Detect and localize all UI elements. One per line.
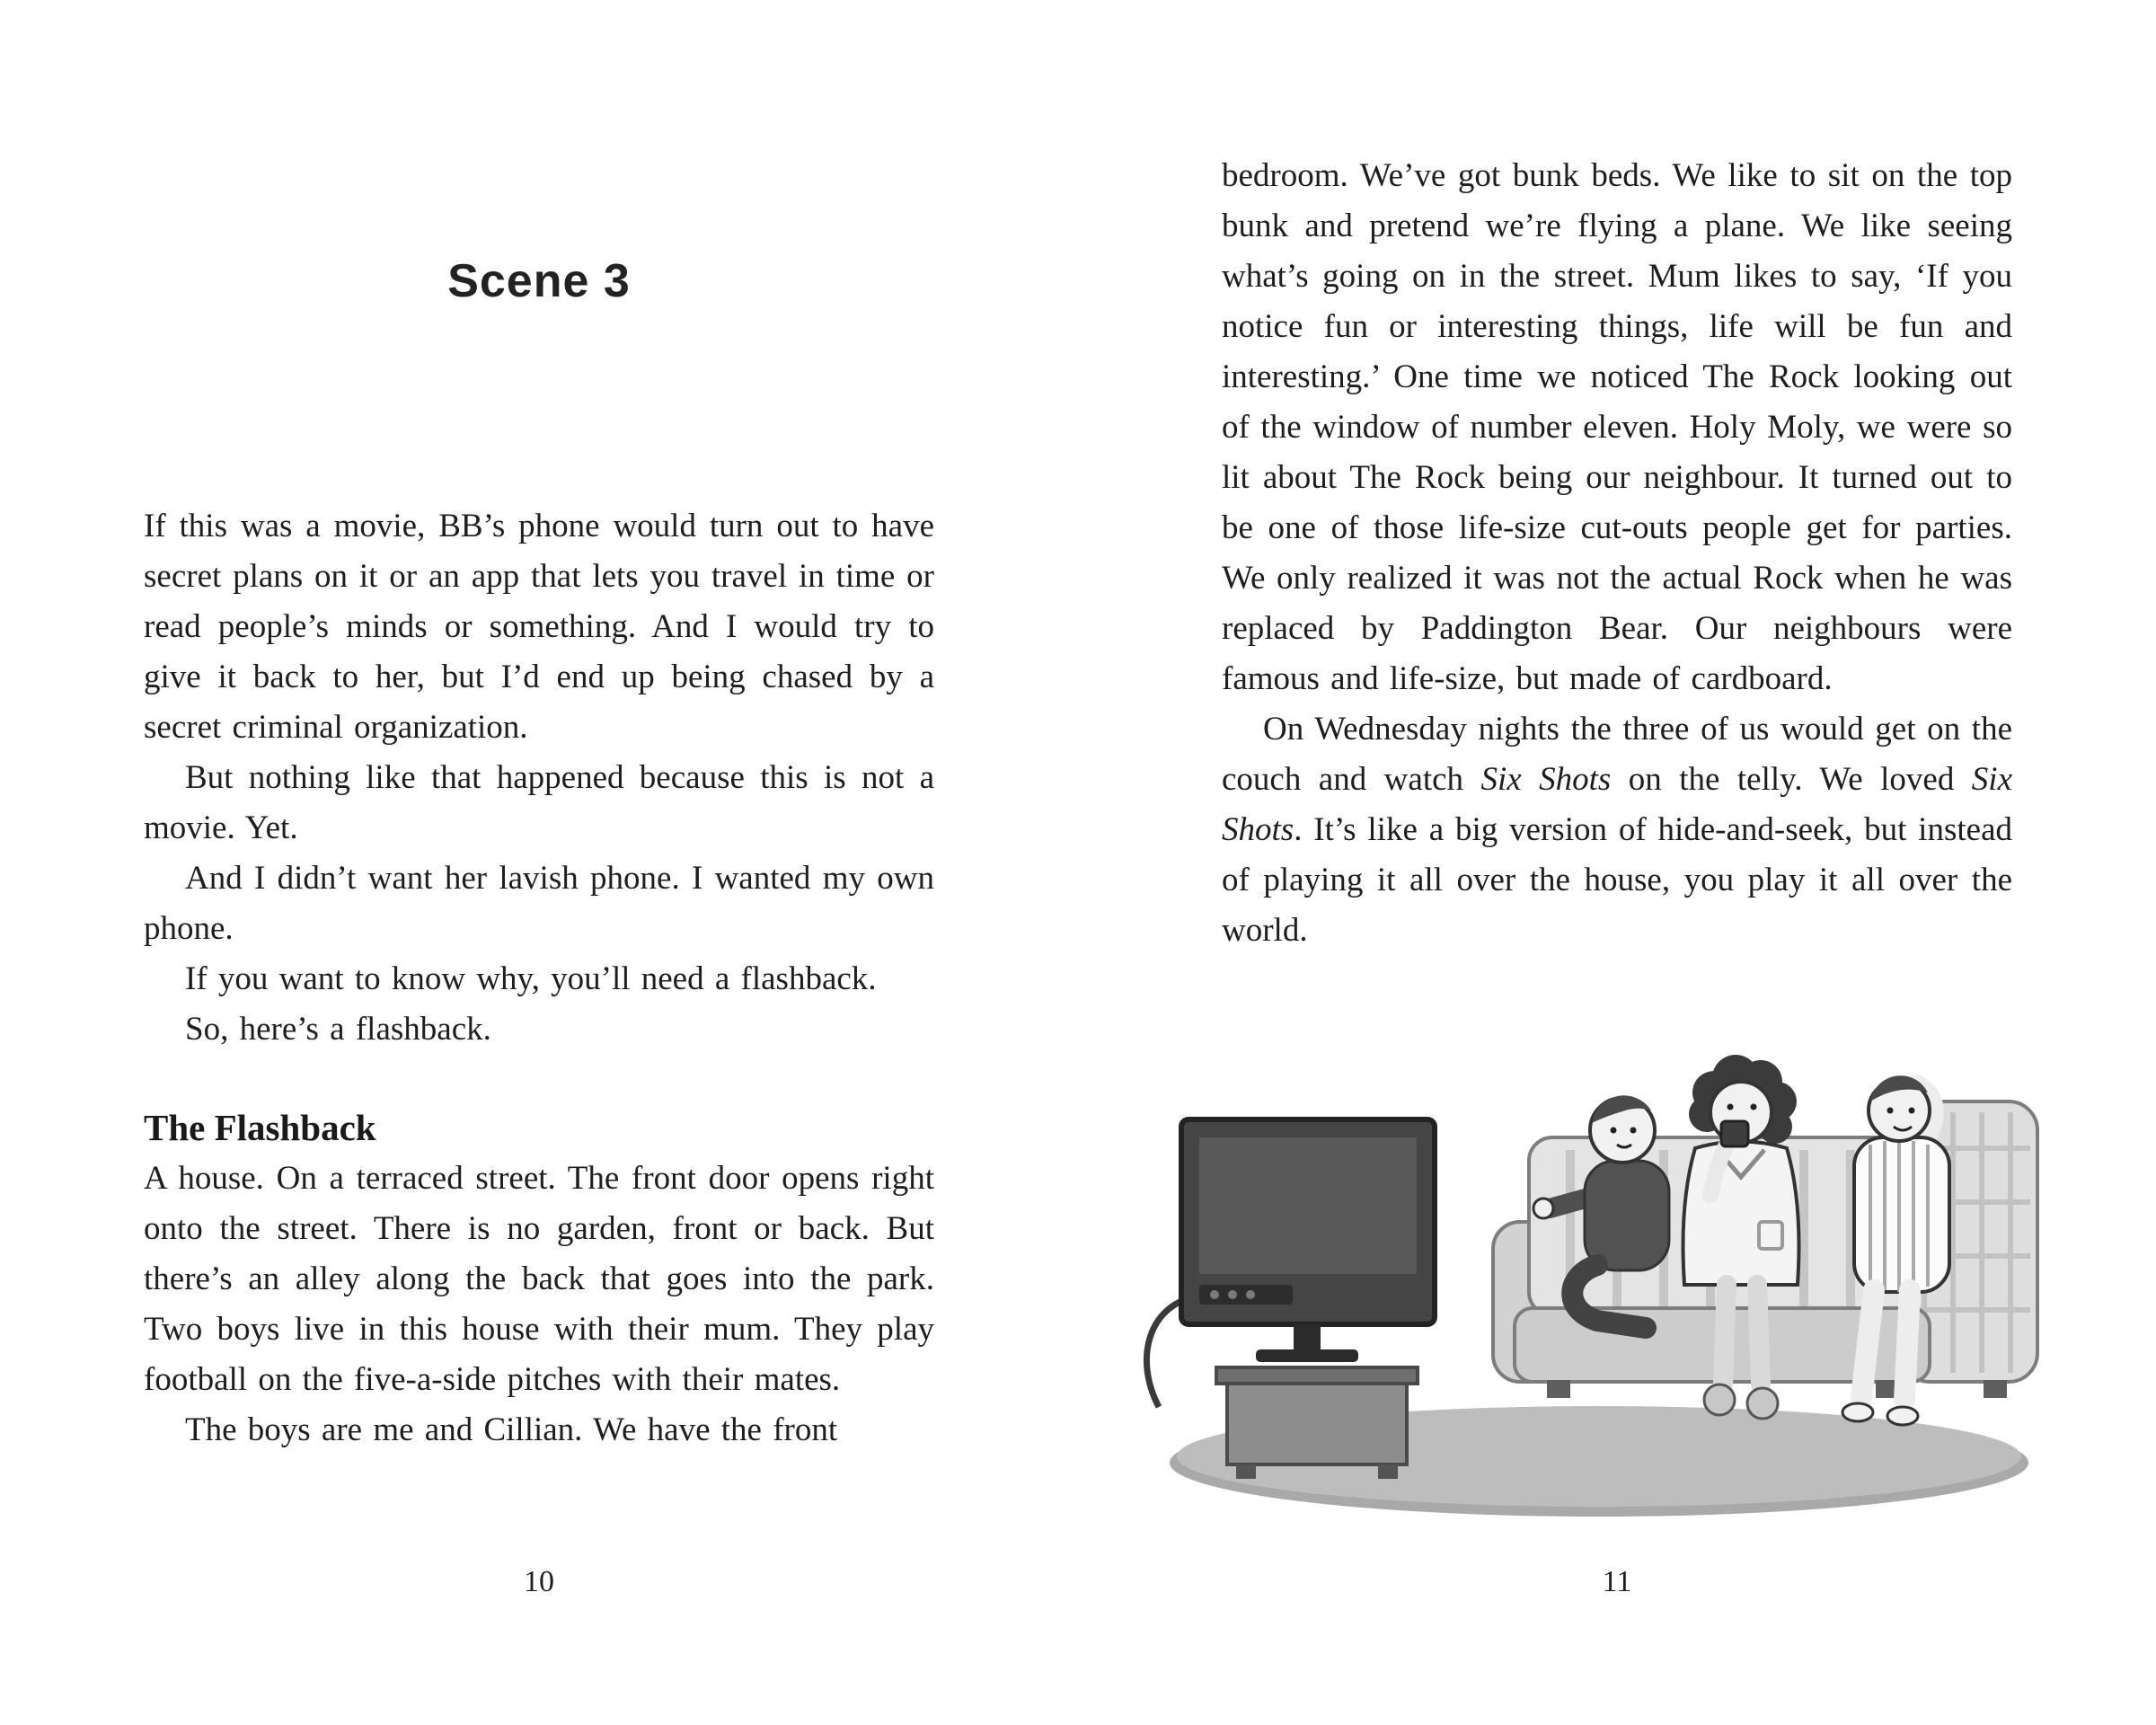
paragraph: A house. On a terraced street. The front door opens right onto the street. There is no garden, front or back. But there’s an alley along the back that goes into the park. Two boys live in this house with their mum. They play football on the five-a-side pitches with their mates.	[144, 1160, 934, 1398]
paragraph: bedroom. We’ve got bunk beds. We like to sit on the top bunk and pretend we’re flying a plane. We like seeing what’s going on in the street. Mum likes to say, ‘If you notice fun or interesting things, life will be fun and interesting.’ One time we noticed The Rock looking out of the window of number eleven. Holy Moly, we were so lit about The Rock being our neighbour. It turned out to be one of those life-size cut-outs people get for parties. We only realized it was not the actual Rock when he was replaced by Paddington Bear. Our neighbours were famous and life-size, but made of cardboard.	[1222, 157, 2012, 697]
tv	[1181, 1119, 1435, 1362]
paragraph: And I didn’t want her lavish phone. I wanted my own phone.	[144, 860, 934, 947]
living-room-illustration	[1141, 995, 2057, 1535]
tv-table	[1216, 1367, 1418, 1479]
page-number: 10	[524, 1565, 554, 1598]
chapter-heading: Scene 3	[447, 255, 631, 307]
paragraph: But nothing like that happened because this is not a movie. Yet.	[144, 759, 934, 846]
paragraph: On Wednesday nights the three of us would get on the couch and watch Six Shots on the telly. We loved Six Shots. It’s like a big version of hide-and-seek, but instead of playing it all over the house, you play it all over the world.	[1222, 711, 2012, 949]
section-subheading: The Flashback	[144, 1107, 376, 1148]
paragraph: The boys are me and Cillian. We have the front	[185, 1411, 838, 1448]
right-page-text	[1222, 151, 2012, 956]
paragraph: So, here’s a flashback.	[185, 1011, 491, 1048]
paragraph: If this was a movie, BB’s phone would turn out to have secret plans on it or an app that lets you travel in time or read people’s minds or something. And I would try to give it back to her, but I’d end up being chased by a secret criminal organization.	[144, 508, 934, 746]
paragraph: If you want to know why, you’ll need a flashback.	[185, 960, 877, 997]
page-number: 11	[1602, 1565, 1632, 1598]
right-page	[1222, 0, 2012, 1725]
left-page-text	[144, 501, 934, 1455]
left-page	[144, 0, 934, 1725]
